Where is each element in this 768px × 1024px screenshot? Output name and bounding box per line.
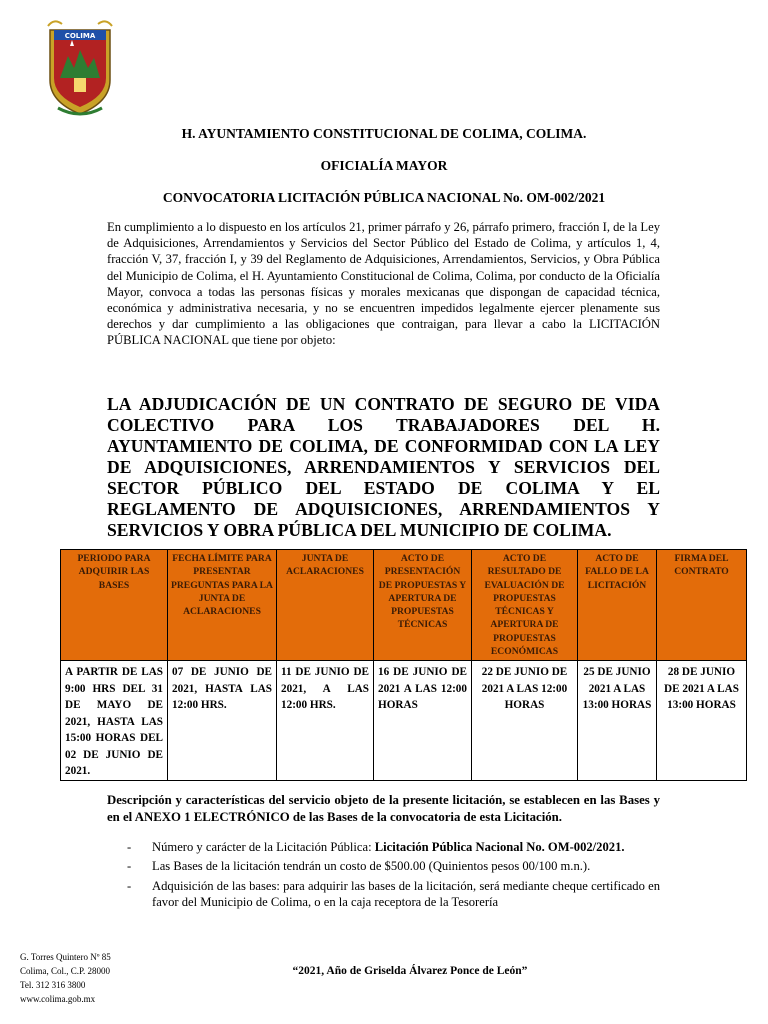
tender-number-label: Número y carácter de la Licitación Pública: bbox=[152, 840, 372, 854]
address-phone: Tel. 312 316 3800 bbox=[20, 980, 86, 990]
header-call-title: CONVOCATORIA LICITACIÓN PÚBLICA NACIONAL No. OM-002/2021 bbox=[162, 190, 606, 205]
header-cell-bases-period: PERIODO PARA ADQUIRIR LAS BASES bbox=[61, 550, 168, 661]
list-item bbox=[127, 878, 660, 911]
tender-number-value: Licitación Pública Nacional No. OM-002/2021. bbox=[374, 840, 625, 854]
cell-bases-period: A PARTIR DE LAS 9:00 HRS DEL 31 DE MAYO DE 2021, HASTA LAS 15:00 HORAS DEL 02 DE JUNIO DE 2021. bbox=[61, 661, 168, 781]
header-city-hall: H. AYUNTAMIENTO CONSTITUCIONAL DE COLIMA, COLIMA. bbox=[181, 126, 587, 141]
cell-questions-deadline: 07 DE JUNIO DE 2021, HASTA LAS 12:00 HRS. bbox=[168, 661, 277, 781]
svg-text:COLIMA: COLIMA bbox=[64, 32, 96, 40]
intro-paragraph: En cumplimiento a lo dispuesto en los artículos 21, primer párrafo y 26, párrafo primero, fracción I, de la Ley de Adquisiciones, Arrendamientos y Servicios del Sector Público del Estado de Colima, y artículos 1, 4, fracción V, 37, fracción I, y 39 del Reglamento de Adquisiciones, Arrendamientos, Servicios, y Obra Pública del Municipio de Colima, el H. Ayuntamiento Constitucional de Colima, Colima, por conducto de la Oficialía Mayor, convoca a todas las personas físicas y morales mexicanas que dispongan de capacidad técnica, económica y administrativa necesaria, y no se encuentren impedidos legalmente ejercer plenamente sus derechos y dar cumplimiento a las obligaciones que contraigan, para llevar a cabo la LICITACIÓN PÚBLICA NACIONAL que tiene por objeto: bbox=[107, 220, 660, 348]
address-city: Colima, Col., C.P. 28000 bbox=[20, 966, 111, 976]
tender-subject: LA ADJUDICACIÓN DE UN CONTRATO DE SEGURO DE VIDA COLECTIVO PARA LOS TRABAJADORES DEL H. AYUNTAMIENTO DE COLIMA, DE CONFORMIDAD CON LA LEY DE ADQUISICIONES, ARRENDAMIENTOS Y SERVICIOS DEL SECTOR PÚBLICO DEL ESTADO DE COLIMA Y EL REGLAMENTO DE ADQUISICIONES, ARRENDAMIENTOS Y SERVICIOS Y OBRA PÚBLICA DEL MUNICIPIO DE COLIMA. bbox=[107, 394, 660, 540]
list-dash: - bbox=[127, 878, 132, 893]
bases-acquisition-text: Adquisición de las bases: para adquirir las bases de la licitación, será mediante cheque certificado en favor del Municipio de Colima, o en la caja receptora de la Tesorería bbox=[152, 878, 660, 909]
list-dash: - bbox=[127, 840, 132, 854]
header-cell-ruling: ACTO DE FALLO DE LA LICITACIÓN bbox=[578, 550, 657, 661]
schedule-table bbox=[60, 549, 747, 781]
details-list bbox=[127, 839, 660, 913]
service-description: Descripción y características del servicio objeto de la presente licitación, se establecen en las Bases y en el ANEXO 1 ELECTRÓNICO de las Bases de la convocatoria de esta Licitación. bbox=[107, 793, 660, 824]
colima-coat-of-arms-logo bbox=[44, 16, 116, 120]
header-cell-proposals: ACTO DE PRESENTACIÓN DE PROPUESTAS Y APERTURA DE PROPUESTAS TÉCNICAS bbox=[374, 550, 472, 661]
table-row bbox=[61, 661, 747, 781]
address-street: G. Torres Quintero Nº 85 bbox=[20, 952, 111, 962]
header-cell-contract: FIRMA DEL CONTRATO bbox=[657, 550, 747, 661]
cell-proposals: 16 DE JUNIO DE 2021 A LAS 12:00 HORAS bbox=[374, 661, 472, 781]
footer-address bbox=[20, 950, 111, 1006]
list-item bbox=[127, 858, 660, 874]
list-dash: - bbox=[127, 859, 132, 874]
table-header-row bbox=[61, 550, 747, 661]
list-item bbox=[127, 839, 660, 855]
cell-contract: 28 DE JUNIO DE 2021 A LAS 13:00 HORAS bbox=[657, 661, 747, 781]
cell-clarifications: 11 DE JUNIO DE 2021, A LAS 12:00 HRS. bbox=[277, 661, 374, 781]
cell-ruling: 25 DE JUNIO 2021 A LAS 13:00 HORAS bbox=[578, 661, 657, 781]
header-cell-questions-deadline: FECHA LÍMITE PARA PRESENTAR PREGUNTAS PARA LA JUNTA DE ACLARACIONES bbox=[168, 550, 277, 661]
address-website: www.colima.gob.mx bbox=[20, 994, 96, 1004]
header-cell-clarifications: JUNTA DE ACLARACIONES bbox=[277, 550, 374, 661]
header-cell-evaluation: ACTO DE RESULTADO DE EVALUACIÓN DE PROPUESTAS TÉCNICAS Y APERTURA DE PROPUESTAS ECONÓMICAS bbox=[472, 550, 578, 661]
footer-motto: “2021, Año de Griselda Álvarez Ponce de León” bbox=[292, 965, 528, 977]
bases-cost-text: Las Bases de la licitación tendrán un costo de $500.00 (Quinientos pesos 00/100 m.n.). bbox=[152, 859, 591, 874]
cell-evaluation: 22 DE JUNIO DE 2021 A LAS 12:00 HORAS bbox=[472, 661, 578, 781]
header-office: OFICIALÍA MAYOR bbox=[320, 158, 448, 173]
